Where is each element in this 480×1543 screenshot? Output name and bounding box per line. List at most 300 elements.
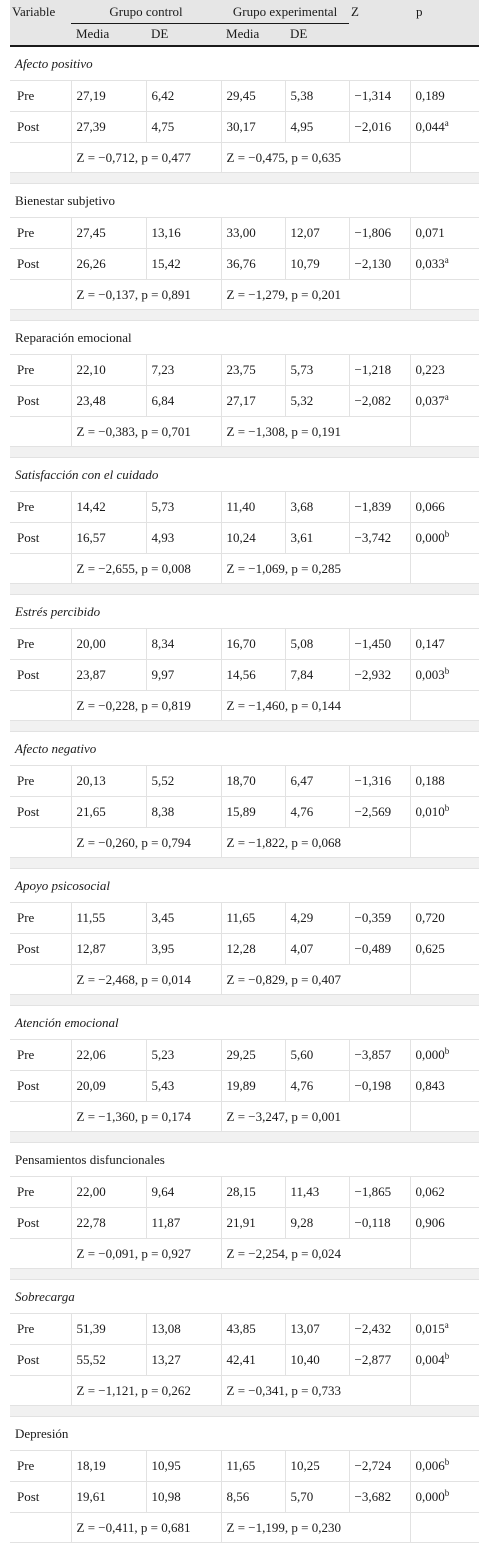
control-wilcoxon: Z = −0,411, p = 0,681 [71, 1513, 221, 1543]
header-empty [10, 23, 71, 46]
footnote-marker: b [444, 803, 450, 813]
zrow-empty [10, 554, 71, 584]
header-control-media: Media [71, 23, 146, 46]
data-row-pre [10, 1314, 479, 1345]
control-de: 5,43 [146, 1071, 221, 1102]
row-label: Pre [10, 355, 71, 386]
exp-de: 11,43 [285, 1177, 349, 1208]
exp-de: 10,40 [285, 1345, 349, 1376]
row-label: Post [10, 934, 71, 965]
wilcoxon-row [10, 1102, 479, 1132]
control-media: 12,87 [71, 934, 146, 965]
wilcoxon-row [10, 828, 479, 858]
control-wilcoxon: Z = −2,655, p = 0,008 [71, 554, 221, 584]
control-wilcoxon: Z = −0,383, p = 0,701 [71, 417, 221, 447]
exp-de: 4,95 [285, 112, 349, 143]
section-spacer [10, 173, 479, 184]
section-title: Sobrecarga [10, 1280, 479, 1314]
exp-wilcoxon: Z = −1,279, p = 0,201 [221, 280, 410, 310]
exp-de: 10,79 [285, 249, 349, 280]
p-value [410, 629, 479, 660]
header-grupo-experimental: Grupo experimental [221, 0, 349, 23]
section-title: Afecto negativo [10, 732, 479, 766]
control-de: 8,34 [146, 629, 221, 660]
p-value [410, 766, 479, 797]
section-header [10, 46, 479, 81]
header-z: Z [349, 0, 410, 23]
p-value [410, 1451, 479, 1482]
exp-wilcoxon: Z = −1,460, p = 0,144 [221, 691, 410, 721]
control-de: 3,95 [146, 934, 221, 965]
section-header [10, 1417, 479, 1451]
section-title: Bienestar subjetivo [10, 184, 479, 218]
zrow-empty [10, 417, 71, 447]
exp-de: 5,60 [285, 1040, 349, 1071]
zrow-empty [10, 1376, 71, 1406]
data-row-post [10, 1345, 479, 1376]
spacer-cell [10, 995, 479, 1006]
exp-media: 11,65 [221, 1451, 285, 1482]
control-de: 13,08 [146, 1314, 221, 1345]
p-value [410, 1314, 479, 1345]
section-title: Afecto positivo [10, 46, 479, 81]
data-row-pre [10, 1040, 479, 1071]
control-media: 23,48 [71, 386, 146, 417]
footnote-marker: b [444, 666, 450, 676]
control-media: 20,00 [71, 629, 146, 660]
control-de: 5,52 [146, 766, 221, 797]
p-value [410, 81, 479, 112]
row-label: Post [10, 1345, 71, 1376]
footnote-marker: b [444, 529, 450, 539]
control-media: 23,87 [71, 660, 146, 691]
wilcoxon-row [10, 280, 479, 310]
zrow-empty-p [410, 1239, 479, 1269]
wilcoxon-row [10, 1376, 479, 1406]
section-spacer [10, 1406, 479, 1417]
exp-media: 8,56 [221, 1482, 285, 1513]
section-header [10, 184, 479, 218]
zrow-empty [10, 280, 71, 310]
z-value: −3,682 [349, 1482, 410, 1513]
header-grupo-control: Grupo control [71, 0, 221, 23]
exp-wilcoxon: Z = −0,475, p = 0,635 [221, 143, 410, 173]
exp-media: 12,28 [221, 934, 285, 965]
row-label: Pre [10, 766, 71, 797]
row-label: Pre [10, 1314, 71, 1345]
z-value: −3,857 [349, 1040, 410, 1071]
row-label: Pre [10, 1451, 71, 1482]
spacer-cell [10, 858, 479, 869]
control-wilcoxon: Z = −0,228, p = 0,819 [71, 691, 221, 721]
section-title: Reparación emocional [10, 321, 479, 355]
control-de: 9,64 [146, 1177, 221, 1208]
section-title: Apoyo psicosocial [10, 869, 479, 903]
control-media: 22,10 [71, 355, 146, 386]
z-value: −1,218 [349, 355, 410, 386]
section-title: Atención emocional [10, 1006, 479, 1040]
p-number: 0,223 [415, 362, 445, 377]
p-number: 0,188 [415, 773, 445, 788]
row-label: Pre [10, 1040, 71, 1071]
row-label: Post [10, 523, 71, 554]
header-row-2 [10, 23, 479, 46]
data-row-post [10, 1208, 479, 1239]
exp-de: 3,61 [285, 523, 349, 554]
p-number: 0,000 [415, 1047, 445, 1062]
exp-media: 16,70 [221, 629, 285, 660]
header-empty-z [349, 23, 410, 46]
exp-de: 6,47 [285, 766, 349, 797]
zrow-empty [10, 143, 71, 173]
spacer-cell [10, 173, 479, 184]
exp-wilcoxon: Z = −1,308, p = 0,191 [221, 417, 410, 447]
spacer-cell [10, 1269, 479, 1280]
section-header [10, 869, 479, 903]
data-row-post [10, 934, 479, 965]
header-variable: Variable [10, 0, 71, 23]
z-value: −0,118 [349, 1208, 410, 1239]
data-row-pre [10, 1177, 479, 1208]
zrow-empty [10, 828, 71, 858]
p-value [410, 797, 479, 828]
zrow-empty [10, 1102, 71, 1132]
control-wilcoxon: Z = −1,360, p = 0,174 [71, 1102, 221, 1132]
z-value: −1,865 [349, 1177, 410, 1208]
section-title: Estrés percibido [10, 595, 479, 629]
row-label: Post [10, 112, 71, 143]
exp-media: 19,89 [221, 1071, 285, 1102]
section-title: Pensamientos disfuncionales [10, 1143, 479, 1177]
exp-de: 9,28 [285, 1208, 349, 1239]
z-value: −2,016 [349, 112, 410, 143]
control-wilcoxon: Z = −0,137, p = 0,891 [71, 280, 221, 310]
p-number: 0,625 [415, 941, 445, 956]
z-value: −0,198 [349, 1071, 410, 1102]
control-media: 14,42 [71, 492, 146, 523]
exp-media: 36,76 [221, 249, 285, 280]
footnote-marker: b [444, 1457, 450, 1467]
p-number: 0,010 [415, 804, 445, 819]
section-spacer [10, 995, 479, 1006]
results-table [10, 0, 479, 1543]
p-value [410, 1071, 479, 1102]
exp-media: 18,70 [221, 766, 285, 797]
data-row-post [10, 112, 479, 143]
header-control-de: DE [146, 23, 221, 46]
control-wilcoxon: Z = −1,121, p = 0,262 [71, 1376, 221, 1406]
footnote-marker: b [444, 1046, 450, 1056]
p-value [410, 492, 479, 523]
p-value [410, 218, 479, 249]
data-row-pre [10, 629, 479, 660]
p-number: 0,062 [415, 1184, 445, 1199]
data-row-post [10, 249, 479, 280]
control-media: 22,06 [71, 1040, 146, 1071]
exp-media: 29,25 [221, 1040, 285, 1071]
spacer-cell [10, 584, 479, 595]
zrow-empty-p [410, 828, 479, 858]
header-p: p [410, 0, 479, 23]
p-value [410, 523, 479, 554]
data-row-pre [10, 766, 479, 797]
exp-de: 4,07 [285, 934, 349, 965]
exp-wilcoxon: Z = −0,341, p = 0,733 [221, 1376, 410, 1406]
control-media: 18,19 [71, 1451, 146, 1482]
control-media: 27,39 [71, 112, 146, 143]
exp-media: 43,85 [221, 1314, 285, 1345]
exp-de: 5,70 [285, 1482, 349, 1513]
control-wilcoxon: Z = −2,468, p = 0,014 [71, 965, 221, 995]
exp-de: 5,32 [285, 386, 349, 417]
p-value [410, 1208, 479, 1239]
control-media: 21,65 [71, 797, 146, 828]
row-label: Pre [10, 1177, 71, 1208]
exp-media: 28,15 [221, 1177, 285, 1208]
control-media: 22,78 [71, 1208, 146, 1239]
z-value: −2,724 [349, 1451, 410, 1482]
z-value: −2,569 [349, 797, 410, 828]
exp-wilcoxon: Z = −2,254, p = 0,024 [221, 1239, 410, 1269]
control-de: 4,75 [146, 112, 221, 143]
p-number: 0,189 [415, 88, 445, 103]
wilcoxon-row [10, 965, 479, 995]
p-value [410, 1040, 479, 1071]
p-value [410, 386, 479, 417]
p-number: 0,720 [415, 910, 445, 925]
zrow-empty [10, 691, 71, 721]
section-header [10, 1143, 479, 1177]
exp-media: 27,17 [221, 386, 285, 417]
row-label: Post [10, 1208, 71, 1239]
header-empty-p [410, 23, 479, 46]
p-number: 0,015 [415, 1321, 445, 1336]
data-row-pre [10, 903, 479, 934]
exp-wilcoxon: Z = −1,069, p = 0,285 [221, 554, 410, 584]
control-de: 6,84 [146, 386, 221, 417]
wilcoxon-row [10, 554, 479, 584]
spacer-cell [10, 1132, 479, 1143]
exp-media: 11,65 [221, 903, 285, 934]
control-media: 22,00 [71, 1177, 146, 1208]
zrow-empty-p [410, 417, 479, 447]
data-row-pre [10, 355, 479, 386]
data-row-post [10, 1071, 479, 1102]
data-row-pre [10, 81, 479, 112]
row-label: Post [10, 249, 71, 280]
exp-de: 5,73 [285, 355, 349, 386]
exp-media: 11,40 [221, 492, 285, 523]
exp-de: 7,84 [285, 660, 349, 691]
p-number: 0,147 [415, 636, 445, 651]
control-de: 3,45 [146, 903, 221, 934]
section-spacer [10, 584, 479, 595]
control-wilcoxon: Z = −0,091, p = 0,927 [71, 1239, 221, 1269]
z-value: −0,359 [349, 903, 410, 934]
exp-media: 10,24 [221, 523, 285, 554]
control-de: 7,23 [146, 355, 221, 386]
exp-media: 15,89 [221, 797, 285, 828]
header-row-1 [10, 0, 479, 23]
row-label: Pre [10, 218, 71, 249]
z-value: −2,932 [349, 660, 410, 691]
control-media: 16,57 [71, 523, 146, 554]
section-header [10, 321, 479, 355]
data-row-post [10, 523, 479, 554]
z-value: −2,130 [349, 249, 410, 280]
footnote-marker: a [444, 255, 449, 265]
z-value: −0,489 [349, 934, 410, 965]
section-spacer [10, 858, 479, 869]
z-value: −1,839 [349, 492, 410, 523]
data-row-post [10, 797, 479, 828]
zrow-empty [10, 965, 71, 995]
z-value: −2,432 [349, 1314, 410, 1345]
p-value [410, 249, 479, 280]
exp-media: 33,00 [221, 218, 285, 249]
control-de: 11,87 [146, 1208, 221, 1239]
control-de: 5,73 [146, 492, 221, 523]
zrow-empty-p [410, 1102, 479, 1132]
p-number: 0,066 [415, 499, 445, 514]
exp-de: 4,29 [285, 903, 349, 934]
data-row-pre [10, 1451, 479, 1482]
section-title: Satisfacción con el cuidado [10, 458, 479, 492]
section-header [10, 732, 479, 766]
section-header [10, 458, 479, 492]
p-number: 0,071 [415, 225, 445, 240]
exp-media: 42,41 [221, 1345, 285, 1376]
section-title: Depresión [10, 1417, 479, 1451]
p-number: 0,037 [415, 393, 445, 408]
exp-wilcoxon: Z = −1,199, p = 0,230 [221, 1513, 410, 1543]
row-label: Post [10, 1071, 71, 1102]
row-label: Post [10, 797, 71, 828]
p-value [410, 1345, 479, 1376]
p-number: 0,843 [415, 1078, 445, 1093]
exp-de: 5,08 [285, 629, 349, 660]
spacer-cell [10, 1406, 479, 1417]
zrow-empty-p [410, 143, 479, 173]
wilcoxon-row [10, 691, 479, 721]
control-wilcoxon: Z = −0,712, p = 0,477 [71, 143, 221, 173]
z-value: −1,314 [349, 81, 410, 112]
exp-de: 4,76 [285, 1071, 349, 1102]
data-row-pre [10, 492, 479, 523]
exp-wilcoxon: Z = −3,247, p = 0,001 [221, 1102, 410, 1132]
control-de: 8,38 [146, 797, 221, 828]
exp-media: 14,56 [221, 660, 285, 691]
exp-de: 13,07 [285, 1314, 349, 1345]
control-media: 27,19 [71, 81, 146, 112]
wilcoxon-row [10, 143, 479, 173]
control-de: 13,16 [146, 218, 221, 249]
p-value [410, 1482, 479, 1513]
footnote-marker: a [444, 118, 449, 128]
data-row-post [10, 660, 479, 691]
exp-wilcoxon: Z = −1,822, p = 0,068 [221, 828, 410, 858]
exp-media: 29,45 [221, 81, 285, 112]
zrow-empty-p [410, 1513, 479, 1543]
wilcoxon-row [10, 1239, 479, 1269]
exp-de: 3,68 [285, 492, 349, 523]
zrow-empty-p [410, 280, 479, 310]
z-value: −1,806 [349, 218, 410, 249]
control-media: 26,26 [71, 249, 146, 280]
p-value [410, 934, 479, 965]
exp-de: 5,38 [285, 81, 349, 112]
control-de: 13,27 [146, 1345, 221, 1376]
p-number: 0,044 [415, 119, 445, 134]
z-value: −2,082 [349, 386, 410, 417]
control-de: 10,95 [146, 1451, 221, 1482]
footnote-marker: b [444, 1488, 450, 1498]
row-label: Pre [10, 81, 71, 112]
exp-media: 30,17 [221, 112, 285, 143]
control-media: 51,39 [71, 1314, 146, 1345]
footnote-marker: a [444, 392, 449, 402]
p-number: 0,000 [415, 1489, 445, 1504]
p-value [410, 660, 479, 691]
control-media: 20,09 [71, 1071, 146, 1102]
spacer-cell [10, 447, 479, 458]
row-label: Post [10, 386, 71, 417]
spacer-cell [10, 721, 479, 732]
header-exp-media: Media [221, 23, 285, 46]
exp-de: 10,25 [285, 1451, 349, 1482]
spacer-cell [10, 310, 479, 321]
section-header [10, 1006, 479, 1040]
zrow-empty [10, 1513, 71, 1543]
p-number: 0,033 [415, 256, 445, 271]
p-number: 0,003 [415, 667, 445, 682]
control-media: 27,45 [71, 218, 146, 249]
section-header [10, 1280, 479, 1314]
z-value: −1,316 [349, 766, 410, 797]
p-number: 0,000 [415, 530, 445, 545]
control-media: 11,55 [71, 903, 146, 934]
zrow-empty [10, 1239, 71, 1269]
z-value: −2,877 [349, 1345, 410, 1376]
section-spacer [10, 447, 479, 458]
exp-media: 23,75 [221, 355, 285, 386]
data-row-pre [10, 218, 479, 249]
row-label: Post [10, 660, 71, 691]
exp-wilcoxon: Z = −0,829, p = 0,407 [221, 965, 410, 995]
header-exp-de: DE [285, 23, 349, 46]
p-number: 0,004 [415, 1352, 445, 1367]
p-value [410, 1177, 479, 1208]
footnote-marker: a [444, 1320, 449, 1330]
p-value [410, 355, 479, 386]
control-media: 55,52 [71, 1345, 146, 1376]
section-spacer [10, 310, 479, 321]
control-de: 6,42 [146, 81, 221, 112]
exp-media: 21,91 [221, 1208, 285, 1239]
section-spacer [10, 1269, 479, 1280]
wilcoxon-row [10, 417, 479, 447]
zrow-empty-p [410, 554, 479, 584]
control-wilcoxon: Z = −0,260, p = 0,794 [71, 828, 221, 858]
p-value [410, 112, 479, 143]
control-de: 9,97 [146, 660, 221, 691]
data-row-post [10, 386, 479, 417]
control-de: 10,98 [146, 1482, 221, 1513]
data-row-post [10, 1482, 479, 1513]
row-label: Pre [10, 903, 71, 934]
control-de: 5,23 [146, 1040, 221, 1071]
p-number: 0,906 [415, 1215, 445, 1230]
